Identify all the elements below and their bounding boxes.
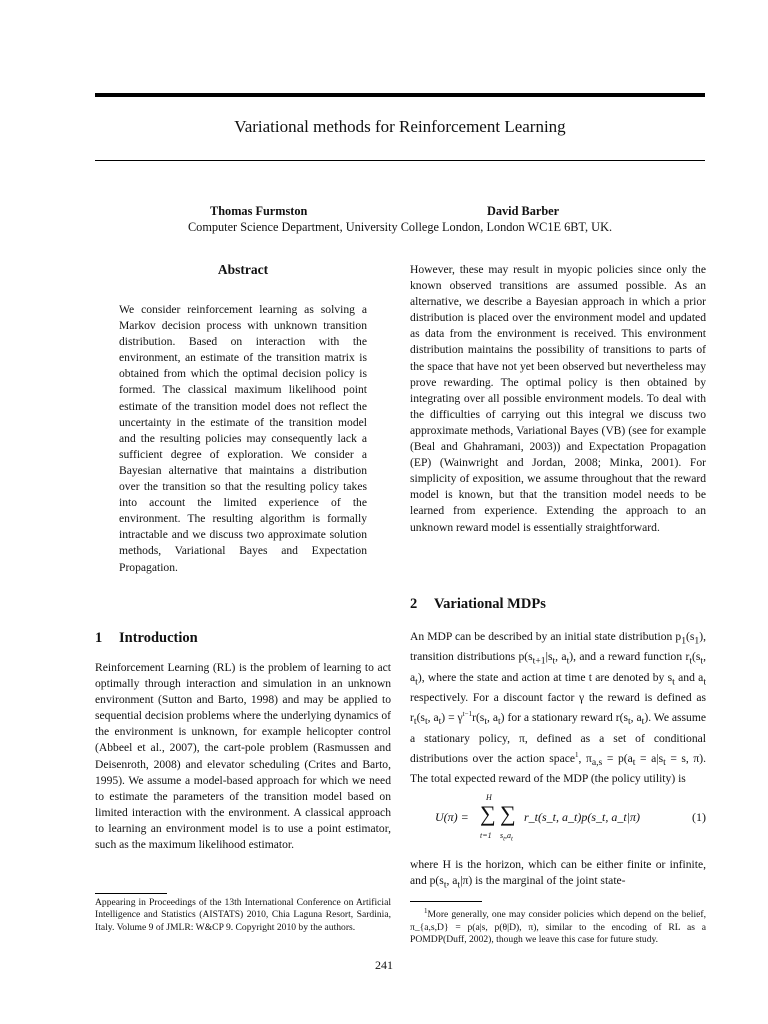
section-heading-variational-mdps xyxy=(410,596,546,613)
affiliation: Computer Science Department, University College London, London WC1E 6BT, UK. xyxy=(187,220,613,234)
title-rule xyxy=(95,160,705,161)
sum-symbol: ∑ xyxy=(500,801,516,826)
abstract-paragraph: We consider reinforcement learning as solving a Markov decision process with unknown transition distribution. Based on interaction with the environment, an estimate of the transition matrix is obtained from which the optimal decision policy is formed. The classical maximum likelihood point estimate of the transition model does not reflect the uncertainty in the estimate of the transition model and the resulting policies may consequently lack a sufficient degree of exploration. We consider a Bayesian alternative that maintains a distribution over the transition so that the resulting policy takes into account the limited experience of the environment. The resulting algorithm is formally intractable and we discuss two approximate solution methods, Variational Bayes and Expectation Propagation. xyxy=(119,303,367,574)
paper-title: Variational methods for Reinforcement Learning xyxy=(234,117,566,136)
equation-number: (1) xyxy=(692,810,706,824)
footnote-1: $^1$More generally, one may consider policies which depend on the belief, π_{a,s,D} = p(a|s, p(θ|D), π), similar to the encoding of RL as a POMDP(Duff, 2002), though we leave this case for future study. xyxy=(410,907,706,945)
introduction-text xyxy=(95,660,391,853)
footnote-rule xyxy=(95,893,167,894)
author-name: Thomas Furmston xyxy=(210,204,308,218)
footnote-proceedings: Appearing in Proceedings of the 13th International Conference on Artificial Intelligence and Statistics (AISTATS) 2010, Chia Laguna Resort, Sardinia, Italy. Volume 9 of JMLR: W&CP 9. Copyright 2010 by the authors. xyxy=(95,897,391,933)
section-number: 1 xyxy=(95,630,103,646)
author-name: David Barber xyxy=(487,204,560,218)
equation-lhs: U(π) = xyxy=(435,810,469,824)
section-heading-introduction xyxy=(95,630,198,647)
continuation-paragraph: However, these may result in myopic policies since only the known observed transitions are assumed possible. As an alternative, we describe a Bayesian approach in which a prior distribution is placed over the environment model and updated as data from the environment is received. This environment distribution maintains the possibility of transitions to parts of the space that have not yet been observed but nevertheless may prove rewarding. The optimal policy is then obtained by integrating over all possible environment models. To deal with the difficulties of carrying out this integral we discuss two approximate methods, Variational Bayes (VB) (see for example (Beal and Ghahramani, 2003)) and Expectation Propagation (EP) (Wainwright and Jordan, 2008; Minka, 2001). For simplicity of exposition, we assume throughout that the reward model is known, but that the transition model needs to be learned from experience. Extending the approach to an unknown reward model is essentially straightforward. xyxy=(410,263,706,534)
mdp-text xyxy=(410,629,706,787)
mdp-text-after-equation xyxy=(410,857,706,894)
equation-1: U(π) = H ∑ t=1 ∑ $s_t,a_t$ r_t(s_t, a_t)p(s_t, a_t|π) (1) xyxy=(435,793,706,843)
abstract-heading: Abstract xyxy=(217,262,269,277)
sum-symbol: ∑ xyxy=(480,801,496,826)
mdp-paragraph: where H is the horizon, which can be either finite or infinite, and $p(s_t$, $a_t|\pi$) is the marginal of the joint state- xyxy=(410,858,706,891)
top-rule xyxy=(95,93,705,97)
equation-rhs: r_t(s_t, a_t)p(s_t, a_t|π) xyxy=(524,810,640,824)
introduction-paragraph: Reinforcement Learning (RL) is the problem of learning to act optimally through interaction and simulation in an unknown environment (Sutton and Barto, 1998) and may be applied to sequential decision problems where the underlying dynamics of the environment is unknown, for example helicopter control (Abbeel et al., 2007), the cart-pole problem (Rasmussen and Deisenroth, 2008) and elevator scheduling (Crites and Barto, 1995). We assume a model-based approach for which we need to estimate the parameters of the transition model based on limited interaction with the environment. A classical approach to learning an environment model is to use a point estimator, such as the maximum likelihood estimator. xyxy=(95,661,391,852)
mdp-paragraph: An MDP can be described by an initial state distribution $p_1(s_1)$, transition distributions $p(s_{t+1}|s_t$, $a_t$), and a reward function $r_t(s_t$, $a_t$), where the state and action at time t are denoted by $s_t$ and $a_t$ respectively. For a discount factor γ the reward is defined as $r_t(s_t$, $a_t) = \gamma^{t-1}r(s_t$, $a_t$) for a stationary reward $r(s_t$, $a_t$). We assume a stationary policy, π, defined as a set of conditional distributions over the action space$^1$, $\pi_{a,s} = p(a_t = a|s_t = s$, π). The total expected reward of the MDP (the policy utility) is xyxy=(410,630,707,785)
section-title: Introduction xyxy=(119,630,198,646)
section-number: 2 xyxy=(410,596,418,612)
abstract-text xyxy=(95,302,391,576)
right-column-text xyxy=(410,262,706,536)
section-title: Variational MDPs xyxy=(434,596,546,612)
footnote-rule xyxy=(410,901,482,902)
page-number: 241 xyxy=(375,958,393,972)
